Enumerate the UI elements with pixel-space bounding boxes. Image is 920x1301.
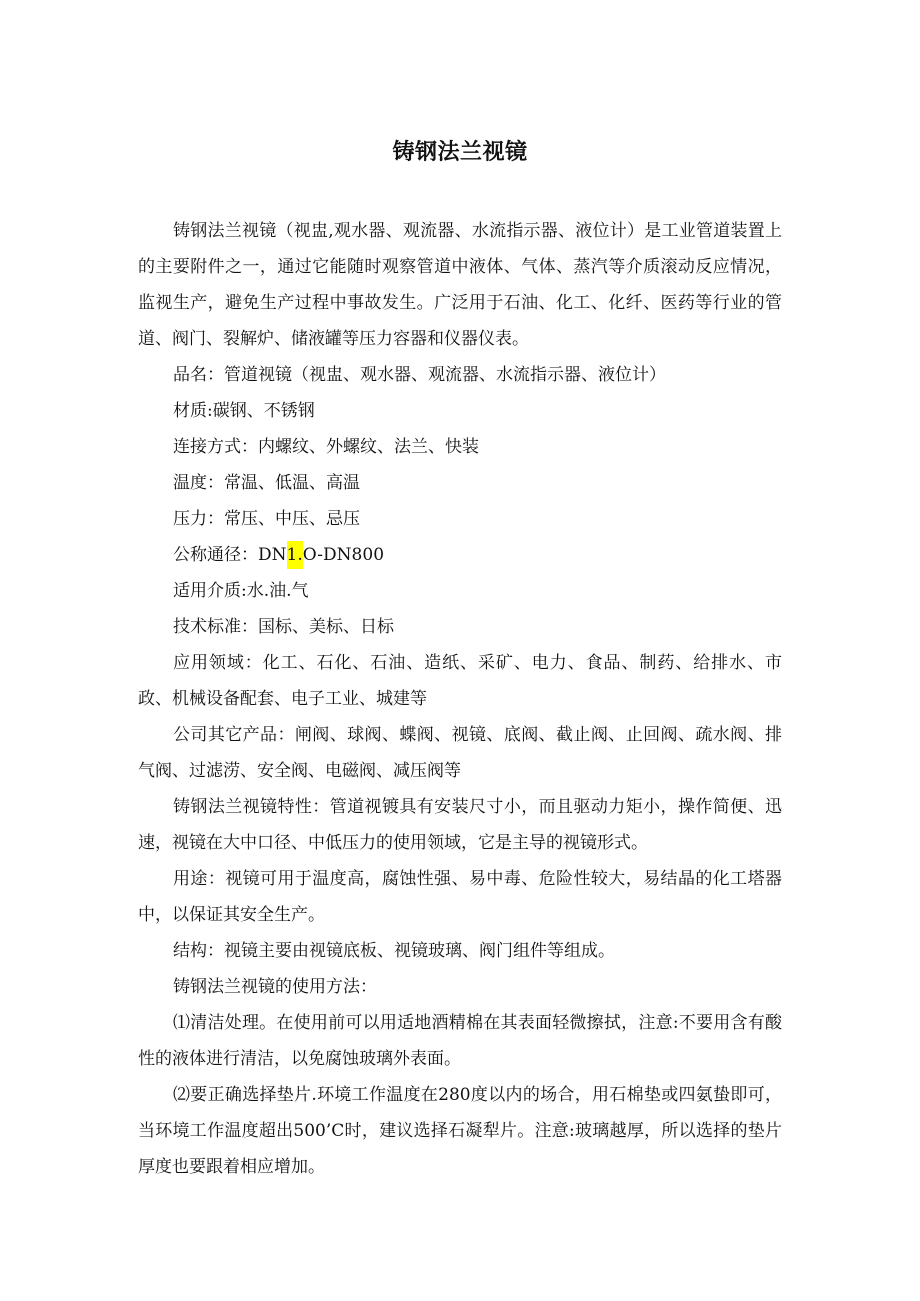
temperature-line: 温度：常温、低温、高温 [173,473,360,493]
usage-step-2: ⑵要正确选择垫片.环境工作温度在280度以内的场合，用石棉垫或四氨蛰即可，当环境工作温度超出500’C时，建议选择石凝犁片。注意:玻璃越厚，所以选择的垫片厚度也要跟着相应增加。 [138,1085,782,1177]
pressure-line: 压力：常压、中压、忌压 [173,509,360,529]
applications-paragraph: 应用领域：化工、石化、石油、造纸、采矿、电力、食品、制药、给排水、市政、机械设备配套、电子工业、城建等 [138,653,782,709]
intro-paragraph: 铸钢法兰视镜（视盅,观水器、观流器、水流指示器、液位计）是工业管道装置上的主要附件之一，通过它能随时观察管道中液体、气体、蒸汽等介质滚动反应情况，监视生产，避免生产过程中事故发生。广泛用于石油、化工、化纤、医药等行业的管道、阀门、裂解炉、储液罐等压力容器和仪器仪表。 [138,221,782,349]
nominal-diameter-suffix: O-DN800 [302,545,385,565]
nominal-diameter-prefix: 公称通径：DN [173,545,287,565]
document-title: 铸钢法兰视镜 [392,140,528,165]
media-line: 适用介质:水.油.气 [173,581,309,601]
features-paragraph: 铸钢法兰视镜特性：管道视镀具有安装尺寸小，而且驱动力矩小，操作简便、迅速，视镜在大中口径、中低压力的使用领域，它是主导的视镜形式。 [138,797,782,853]
connection-line: 连接方式：内螺纹、外螺纹、法兰、快装 [173,437,479,457]
structure-line: 结构：视镜主要由视镜底板、视镜玻璃、阀门组件等组成。 [173,941,615,961]
usage-heading: 铸钢法兰视镜的使用方法： [173,977,377,997]
uses-paragraph: 用途：视镜可用于温度高，腐蚀性强、易中毒、危险性较大，易结晶的化工塔器中，以保证其安全生产。 [138,869,782,925]
product-name-line: 品名：管道视镜（视盅、观水器、观流器、水流指示器、液位计） [173,365,666,385]
material-line: 材质:碳钢、不锈钢 [173,401,315,421]
nominal-diameter-line [138,537,782,573]
other-products-paragraph: 公司其它产品：闸阀、球阀、蝶阀、视镜、底阀、截止阀、止回阀、疏水阀、排气阀、过滤涝、安全阀、电磁阀、减压阀等 [138,725,782,781]
usage-step-1: ⑴清洁处理。在使用前可以用适地酒精棉在其表面轻微擦拭，注意:不要用含有酸性的液体进行清洁，以免腐蚀玻璃外表面。 [138,1013,782,1069]
standards-line: 技术标准：国标、美标、日标 [173,617,394,637]
document-body [138,213,782,1185]
highlighted-text: 1. [287,541,303,569]
